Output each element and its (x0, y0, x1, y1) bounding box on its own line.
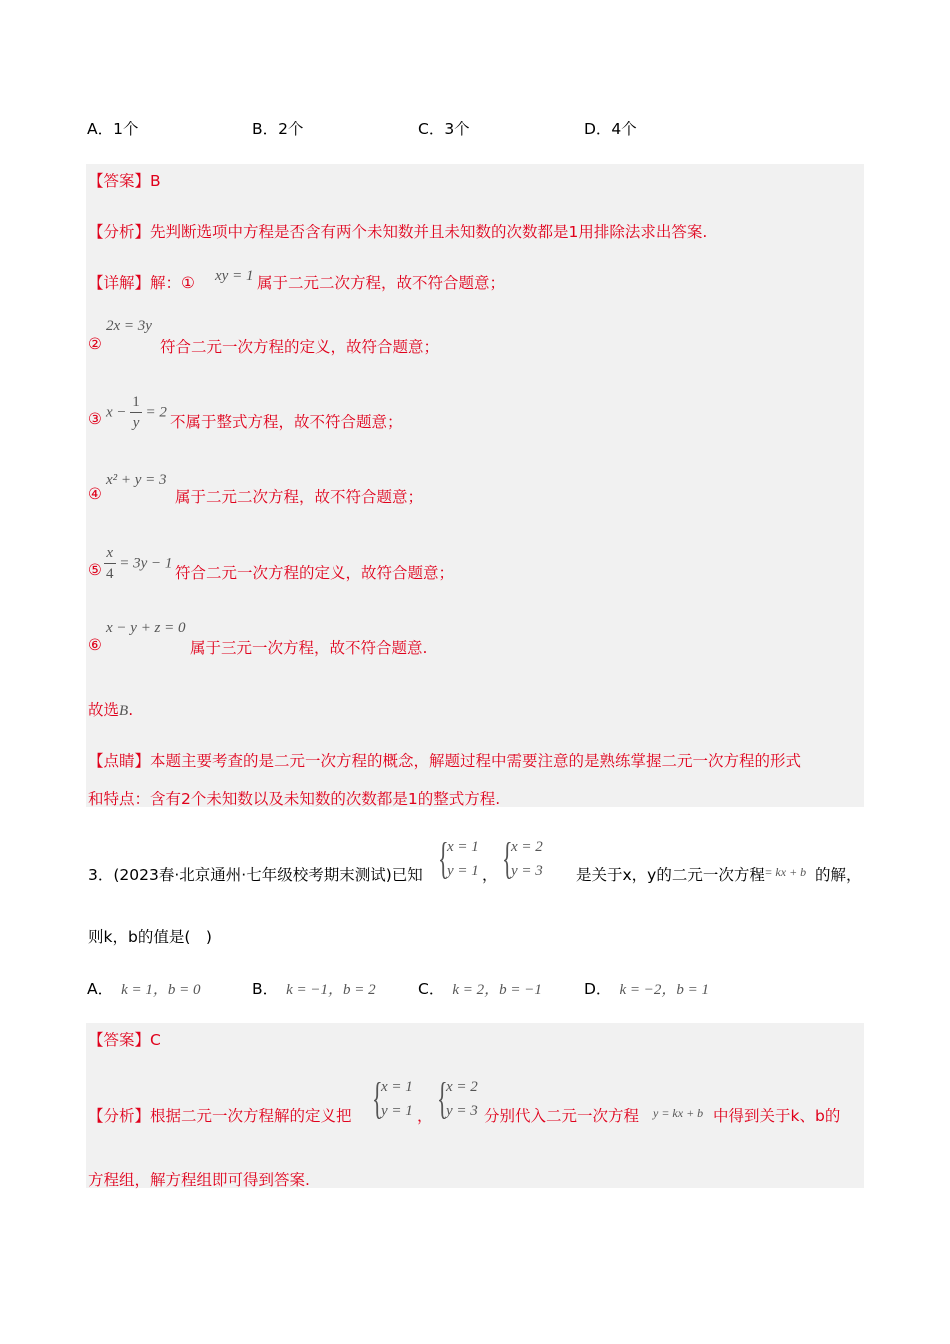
q3-option-d (584, 977, 709, 999)
conclusion-pre: 故选 (88, 701, 120, 719)
q3-option-b-label: B． (252, 980, 279, 998)
q3-option-a-label: A． (87, 980, 114, 998)
q3-answer-value: C (150, 1031, 161, 1049)
item3-frac-den: y (132, 415, 140, 431)
comment-tag: 【点睛】 (88, 752, 151, 770)
q3-option-b (252, 977, 376, 999)
item5-frac-den: 4 (106, 566, 114, 582)
q3-analysis-end: 中得到关于k、b的 (713, 1107, 841, 1125)
comment-text-1: 本题主要考查的是二元一次方程的概念，解题过程中需要注意的是熟练掌握二元一次方程的形式 (150, 752, 802, 770)
q3-analysis-mid: 分别代入二元一次方程 (484, 1107, 640, 1125)
item1-math: xy = 1 (215, 268, 254, 284)
q3-option-c (418, 977, 542, 999)
q3-analysis-system-1: { x = 1 y = 1 (372, 1074, 413, 1123)
item6-num: ⑥ (88, 636, 102, 654)
q3-analysis-sys1-row1: x = 1 (381, 1079, 413, 1095)
q3-stem-line2: 则k，b的值是( ) (88, 928, 212, 946)
option-d: D．4个 (584, 120, 637, 138)
item3-math-left: x − (106, 404, 127, 421)
q3-analysis-sys1-row2: y = 1 (381, 1103, 413, 1119)
comment-line-1 (88, 749, 801, 771)
item3-num: ③ (88, 410, 102, 428)
q3-analysis-line2: 方程组，解方程组即可得到答案. (88, 1171, 310, 1189)
item6-math: x − y + z = 0 (106, 620, 186, 636)
item5-fraction (104, 546, 116, 582)
q3-analysis-equation: y = kx + b (653, 1106, 704, 1120)
detail-tag: 【详解】 (88, 274, 151, 292)
conclusion-choice: B (119, 703, 129, 719)
q3-system-1: { x = 1 y = 1 (438, 834, 479, 883)
option-c: C．3个 (418, 120, 470, 138)
q3-sys2-row2: y = 3 (511, 863, 543, 879)
answer-tag: 【答案】 (88, 172, 151, 190)
item3-math-right: = 2 (145, 404, 167, 421)
item5-math (104, 546, 172, 582)
q3-stem-mid: 是关于x，y的二元一次方程 (576, 866, 765, 884)
q3-option-c-label: C． (418, 980, 445, 998)
item4-text: 属于二元二次方程，故不符合题意； (175, 488, 424, 506)
q3-option-d-label: D． (584, 980, 612, 998)
q3-analysis-comma: ， (417, 1107, 433, 1125)
item3-math (106, 395, 167, 431)
q3-analysis-tag: 【分析】 (88, 1107, 151, 1125)
item4-num: ④ (88, 485, 102, 503)
q3-analysis-pre: 根据二元一次方程解的定义把 (150, 1107, 352, 1125)
item3-text: 不属于整式方程，故不符合题意； (170, 413, 403, 431)
item4-math: x² + y = 3 (106, 472, 167, 488)
q3-answer-tag: 【答案】 (88, 1031, 151, 1049)
conclusion-line (88, 698, 133, 720)
answer-line (88, 169, 161, 191)
q3-analysis-sys2-row1: x = 2 (446, 1079, 478, 1095)
q3-equation: y = kx + b (756, 865, 807, 879)
item1-text: 属于二元二次方程，故不符合题意； (257, 274, 506, 292)
item5-num: ⑤ (88, 561, 102, 579)
conclusion-post: . (128, 701, 134, 719)
q3-option-b-math: k = −1，b = 2 (286, 982, 376, 998)
q3-option-c-math: k = 2，b = −1 (452, 982, 542, 998)
q3-sys1-row1: x = 1 (447, 839, 479, 855)
option-b: B．2个 (252, 120, 304, 138)
item2-num: ② (88, 335, 102, 353)
q3-system-2: { x = 2 y = 3 (502, 834, 543, 883)
analysis-line (88, 220, 707, 242)
q3-stem-pre: 3．(2023春·北京通州·七年级校考期末测试)已知 (88, 866, 423, 884)
q3-answer-line (88, 1028, 161, 1050)
analysis-text: 先判断选项中方程是否含有两个未知数并且未知数的次数都是1用排除法求出答案. (150, 223, 708, 241)
item5-text: 符合二元一次方程的定义，故符合题意； (175, 564, 455, 582)
item5-math-right: = 3y − 1 (119, 555, 173, 572)
q3-stem-end: 的解， (815, 866, 862, 884)
comment-line-2: 和特点：含有2个未知数以及未知数的次数都是1的整式方程. (88, 790, 501, 808)
q3-sys1-row2: y = 1 (447, 863, 479, 879)
option-a: A．1个 (87, 120, 139, 138)
q3-analysis-system-2: { x = 2 y = 3 (437, 1074, 478, 1123)
q3-analysis-line (88, 1104, 352, 1126)
q3-sys2-row1: x = 2 (511, 839, 543, 855)
answer-value: B (150, 172, 161, 190)
analysis-tag: 【分析】 (88, 223, 151, 241)
q3-comma: ， (482, 866, 498, 884)
detail-lead: 解：① (150, 274, 195, 292)
item3-frac-num: 1 (130, 395, 142, 413)
q3-option-a-math: k = 1，b = 0 (121, 982, 201, 998)
item6-text: 属于三元一次方程，故不符合题意. (190, 639, 428, 657)
item2-math: 2x = 3y (106, 318, 152, 334)
item5-frac-num: x (104, 546, 116, 564)
q3-analysis-sys2-row2: y = 3 (446, 1103, 478, 1119)
item3-fraction (130, 395, 142, 431)
item2-text: 符合二元一次方程的定义，故符合题意； (160, 338, 440, 356)
q3-option-a (87, 977, 201, 999)
q3-option-d-math: k = −2，b = 1 (619, 982, 709, 998)
detail-line-1 (88, 271, 195, 293)
